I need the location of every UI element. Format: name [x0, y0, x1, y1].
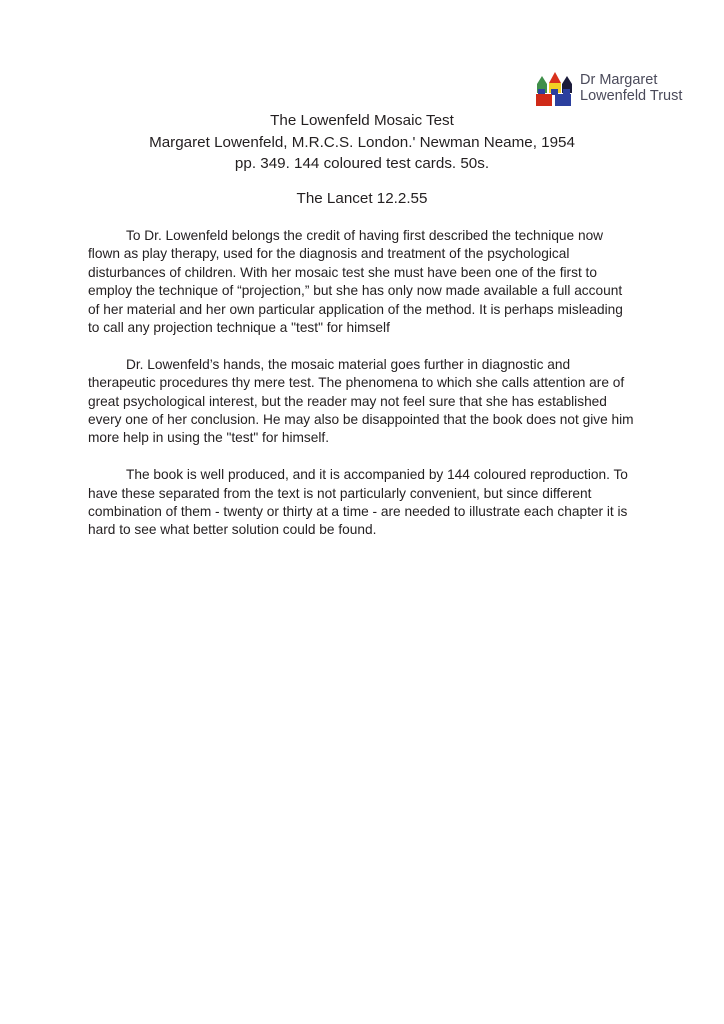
page-title — [0, 110, 724, 175]
paragraph-2: Dr. Lowenfeld’s hands, the mosaic material goes further in diagnostic and therapeutic procedures thy mere test. The phenomena to which she calls attention are of great psychological interest, but the reader may not feel sure that she has established every one of her conclusion. He may also be disappointed that the book does not give him more help in using the "test" for himself. — [88, 356, 634, 446]
trust-logo — [536, 70, 682, 106]
logo-wordmark — [580, 72, 682, 104]
paragraph-1: To Dr. Lowenfeld belongs the credit of having first described the technique now flown as play therapy, used for the diagnosis and treatment of the psychological disturbances of children. With her mosaic test she must have been one of the first to employ the technique of “projection,” but she has only now made available a full account of her material and her own particular application of the method. It is perhaps misleading to call any projection technique a "test" for himself — [88, 228, 623, 336]
logo-line-1: Dr Margaret — [580, 72, 658, 88]
block-blue-large-icon — [555, 94, 571, 106]
block-red-large-icon — [536, 94, 552, 106]
title-line-2: Margaret Lowenfeld, M.R.C.S. London.' Newman Neame, 1954 — [149, 133, 575, 151]
title-line-1: The Lowenfeld Mosaic Test — [270, 112, 454, 129]
building-blocks-icon — [536, 70, 574, 106]
title-line-3: pp. 349. 144 coloured test cards. 50s. — [234, 155, 490, 172]
paragraph-3: The book is well produced, and it is accompanied by 144 coloured reproduction. To have these separated from the text is not particularly convenient, but since different combination of them - twenty or thirty at a time - are needed to illustrate each chapter it is hard to see what better solution could be found. — [88, 467, 628, 538]
roof-green-icon — [537, 76, 547, 84]
review-body — [88, 227, 636, 540]
roof-red-icon — [549, 72, 561, 83]
roof-navy-icon — [562, 76, 572, 84]
logo-line-2: Lowenfeld Trust — [580, 88, 683, 104]
journal-citation: The Lancet 12.2.55 — [296, 190, 428, 207]
